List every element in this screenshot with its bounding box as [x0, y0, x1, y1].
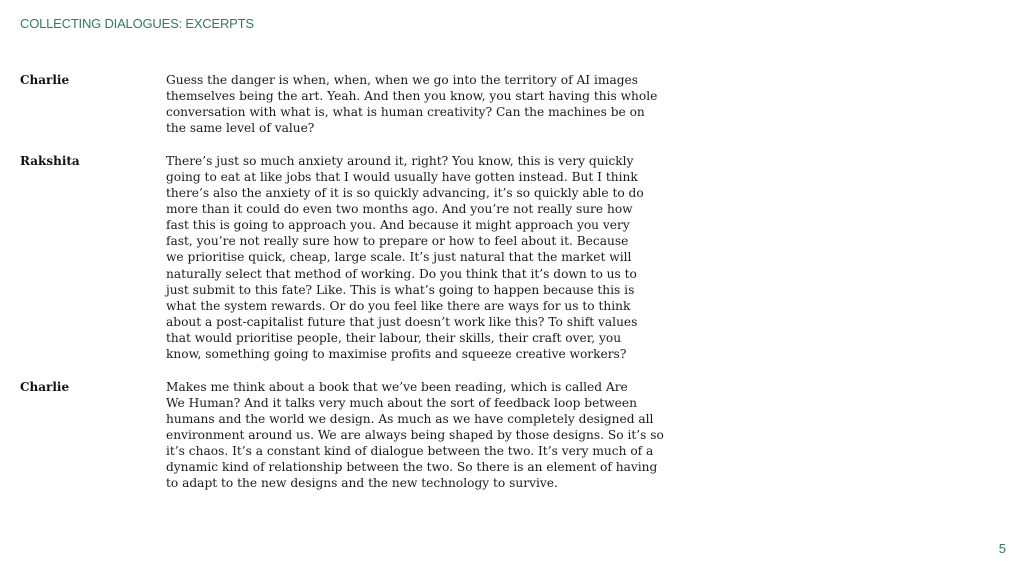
dialogue-entry: [20, 153, 980, 362]
text-line: more than it could do even two months ago. And you’re not really sure how: [166, 202, 633, 217]
text-line: We Human? And it talks very much about the sort of feedback loop between: [166, 395, 637, 410]
page-number: 5: [998, 541, 1006, 556]
text-line: know, something going to maximise profits and squeeze creative workers?: [166, 346, 627, 361]
speaker-name: Charlie: [20, 73, 70, 87]
text-line: to adapt to the new designs and the new technology to survive.: [166, 476, 558, 491]
text-line: themselves being the art. Yeah. And then you know, you start having this whole: [166, 89, 658, 104]
text-line: the same level of value?: [166, 121, 315, 136]
text-line: just submit to this fate? Like. This is what’s going to happen because this is: [166, 282, 635, 297]
dialogue-text: [166, 153, 980, 362]
text-line: about a post-capitalist future that just doesn’t work like this? To shift values: [166, 314, 638, 329]
text-line: going to eat at like jobs that I would usually have gotten instead. But I think: [166, 170, 638, 185]
text-line: that would prioritise people, their labour, their skills, their craft over, you: [166, 330, 622, 345]
page-title: COLLECTING DIALOGUES: EXCERPTS: [20, 16, 254, 31]
text-line: Makes me think about a book that we’ve been reading, which is called Are: [166, 379, 628, 394]
dialogue-entry: [20, 379, 980, 491]
text-line: fast this is going to approach you. And because it might approach you very: [166, 218, 630, 233]
text-line: Guess the danger is when, when, when we go into the territory of AI images: [166, 73, 638, 87]
text-line: there’s also the anxiety of it is so quickly advancing, it’s so quickly able to do: [166, 186, 644, 201]
text-line: we prioritise quick, cheap, large scale. It’s just natural that the market will: [166, 250, 632, 265]
text-line: environment around us. We are always being shaped by those designs. So it’s so: [166, 427, 664, 442]
dialogue-entry: [20, 72, 980, 136]
text-line: dynamic kind of relationship between the two. So there is an element of having: [166, 460, 658, 475]
text-line: it’s chaos. It’s a constant kind of dialogue between the two. It’s very much of a: [166, 443, 654, 458]
dialogue-text: [166, 379, 980, 491]
dialogue-excerpts: [20, 72, 980, 508]
text-line: fast, you’re not really sure how to prepare or how to feel about it. Because: [166, 234, 629, 249]
text-line: what the system rewards. Or do you feel like there are ways for us to think: [166, 298, 631, 313]
dialogue-text: [166, 72, 980, 136]
text-line: There’s just so much anxiety around it, right? You know, this is very quickly: [166, 154, 634, 169]
text-line: humans and the world we design. As much as we have completely designed all: [166, 411, 654, 426]
text-line: conversation with what is, what is human creativity? Can the machines be on: [166, 105, 645, 120]
speaker-name: Charlie: [20, 379, 70, 394]
speaker-name: Rakshita: [20, 154, 80, 169]
text-line: naturally select that method of working. Do you think that it’s down to us to: [166, 266, 637, 281]
